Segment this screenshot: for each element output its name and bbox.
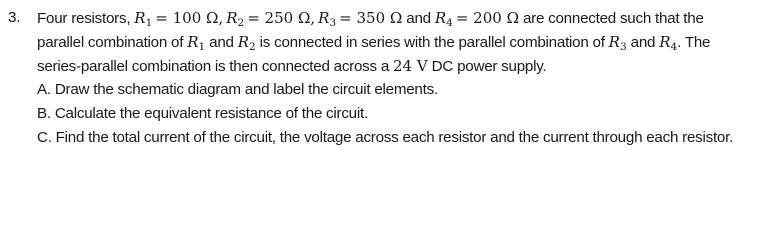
r4-subscript: 4	[446, 17, 453, 29]
statement-text: DC power supply.	[427, 58, 547, 75]
r4-symbol: R	[659, 33, 671, 51]
statement-line-3	[37, 54, 765, 78]
statement-text: series-parallel combination is then connected across a	[37, 58, 394, 75]
r2-subscript: 2	[249, 41, 256, 53]
statement-text: and	[626, 34, 660, 51]
r1-subscript: 1	[198, 41, 206, 53]
r1-value: = 100 Ω,	[155, 9, 224, 27]
supply-voltage: 24 V	[393, 57, 428, 75]
statement-text: Four resistors,	[37, 10, 135, 27]
statement-text: parallel combination of	[37, 34, 188, 51]
r1-symbol: R	[134, 9, 146, 27]
statement-text: . The	[677, 34, 711, 51]
statement-text: and	[205, 34, 238, 51]
statement-text: is connected in series with the parallel combination of	[255, 34, 609, 51]
part-c: C. Find the total current of the circuit, the voltage across each resistor and the current through each resistor.	[37, 129, 734, 146]
r2-subscript: 2	[237, 17, 245, 29]
r4-subscript: 4	[670, 41, 678, 53]
r3-value: = 350 Ω	[339, 9, 403, 27]
statement-line-2	[37, 30, 765, 54]
r3-subscript: 3	[619, 41, 627, 53]
r1-subscript: 1	[145, 17, 153, 29]
problem-number: 3.	[8, 9, 21, 26]
r3-symbol: R	[318, 9, 330, 27]
statement-text: and	[402, 10, 435, 27]
r4-symbol: R	[434, 9, 447, 27]
problem-content	[37, 6, 765, 150]
r3-symbol: R	[608, 33, 620, 51]
r2-value: = 250 Ω,	[247, 9, 316, 27]
part-b: B. Calculate the equivalent resistance of the circuit.	[37, 105, 368, 122]
part-a: A. Draw the schematic diagram and label the circuit elements.	[37, 81, 438, 98]
r3-subscript: 3	[329, 17, 337, 29]
r2-symbol: R	[237, 33, 249, 51]
r4-value: = 200 Ω	[455, 9, 519, 27]
r1-symbol: R	[187, 33, 199, 51]
r2-symbol: R	[226, 9, 238, 27]
statement-line-1	[37, 6, 765, 30]
statement-text: are connected such that the	[519, 10, 704, 27]
